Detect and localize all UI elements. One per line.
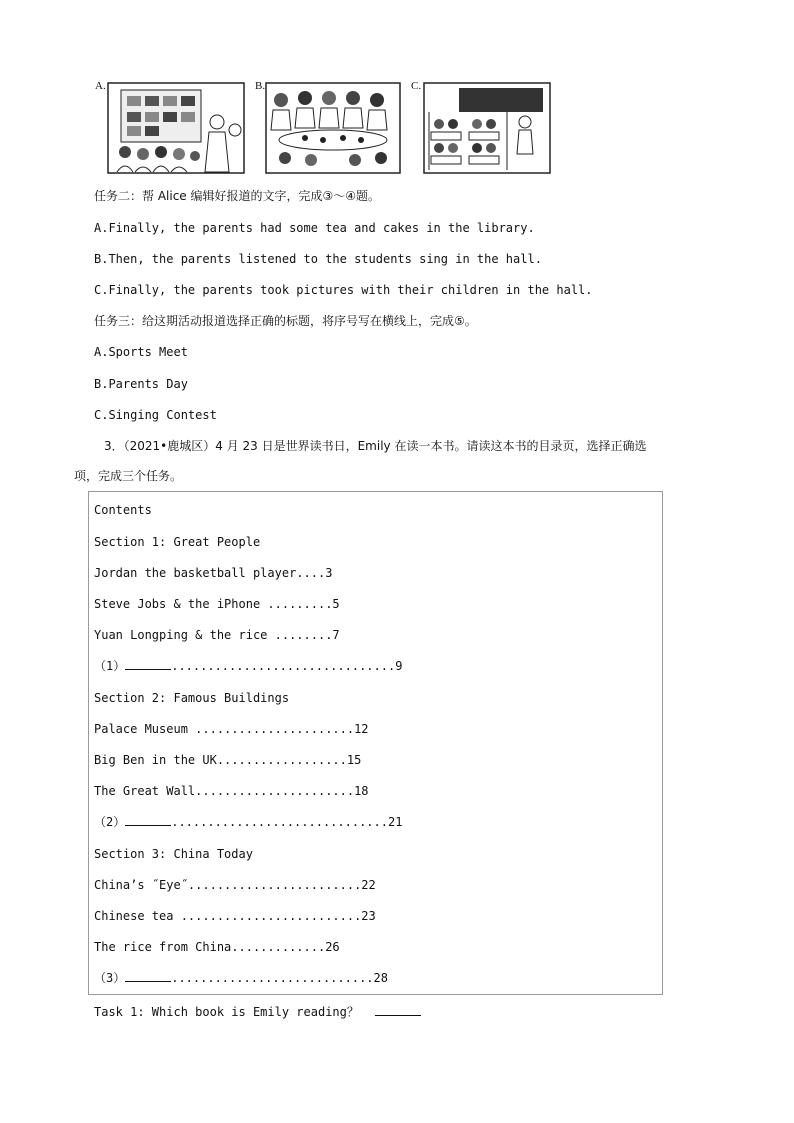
contents-row: Steve Jobs & the iPhone .........5: [94, 597, 340, 611]
contents-row: China’s ˝Eye˝........................22: [94, 878, 376, 892]
answer-blank-3[interactable]: [125, 970, 171, 982]
task1-answer-blank[interactable]: [375, 1004, 421, 1016]
tea-table-illustration: [265, 82, 401, 174]
blank-number: （1）: [94, 659, 126, 673]
answer-blank-1[interactable]: [125, 658, 171, 670]
contents-blank-row-1: [94, 658, 402, 674]
contents-row: Yuan Longping & the rice ........7: [94, 628, 340, 642]
task3-heading: 任务三：给这期活动报道选择正确的标题，将序号写在横线上，完成⑤。: [94, 314, 477, 328]
task1-text: Task 1: Which book is Emily reading？: [94, 1005, 359, 1019]
task1-question: [94, 1004, 421, 1020]
contents-row: Jordan the basketball player....3: [94, 566, 333, 580]
task2-option-b: B.Then, the parents listened to the students sing in the hall.: [94, 252, 542, 266]
question3-text-line2: 项，完成三个任务。: [74, 469, 183, 483]
classroom-poster-illustration: [107, 82, 245, 174]
contents-row: Palace Museum ......................12: [94, 722, 369, 736]
contents-blank-row-2: [94, 814, 402, 830]
picture-a: [95, 80, 245, 176]
classroom-desks-illustration: [423, 82, 551, 174]
task3-option-b: B.Parents Day: [94, 377, 188, 391]
task3-option-a: A.Sports Meet: [94, 345, 188, 359]
picture-c: [411, 80, 561, 176]
blank-dots: ............................28: [171, 971, 388, 985]
blank-dots: ...............................9: [171, 659, 403, 673]
picture-b-label: B.: [255, 80, 266, 92]
contents-title: Contents: [94, 503, 152, 517]
task3-option-c: C.Singing Contest: [94, 408, 217, 422]
blank-number: （2）: [94, 815, 126, 829]
contents-row: Section 3: China Today: [94, 847, 253, 861]
blank-dots: ..............................21: [171, 815, 403, 829]
contents-row: The rice from China.............26: [94, 940, 340, 954]
task2-option-c: C.Finally, the parents took pictures with their children in the hall.: [94, 283, 593, 297]
answer-blank-2[interactable]: [125, 814, 171, 826]
picture-b: [255, 80, 405, 176]
task2-option-a: A.Finally, the parents had some tea and cakes in the library.: [94, 221, 535, 235]
contents-row: Big Ben in the UK..................15: [94, 753, 362, 767]
picture-options: [95, 80, 565, 176]
task2-heading: 任务二：帮 Alice 编辑好报道的文字，完成③～④题。: [94, 189, 381, 203]
contents-row: The Great Wall......................18: [94, 784, 369, 798]
picture-c-label: C.: [411, 80, 422, 92]
contents-row: Section 2: Famous Buildings: [94, 691, 290, 705]
contents-row: Chinese tea .........................23: [94, 909, 376, 923]
blank-number: （3）: [94, 971, 126, 985]
contents-row: Section 1: Great People: [94, 535, 261, 549]
contents-blank-row-3: [94, 970, 388, 986]
picture-a-label: A.: [95, 80, 106, 92]
question3-text-line1: 3．（2021•鹿城区）4 月 23 日是世界读书日，Emily 在读一本书。请读这本书的目录页，选择正确选: [104, 439, 647, 453]
